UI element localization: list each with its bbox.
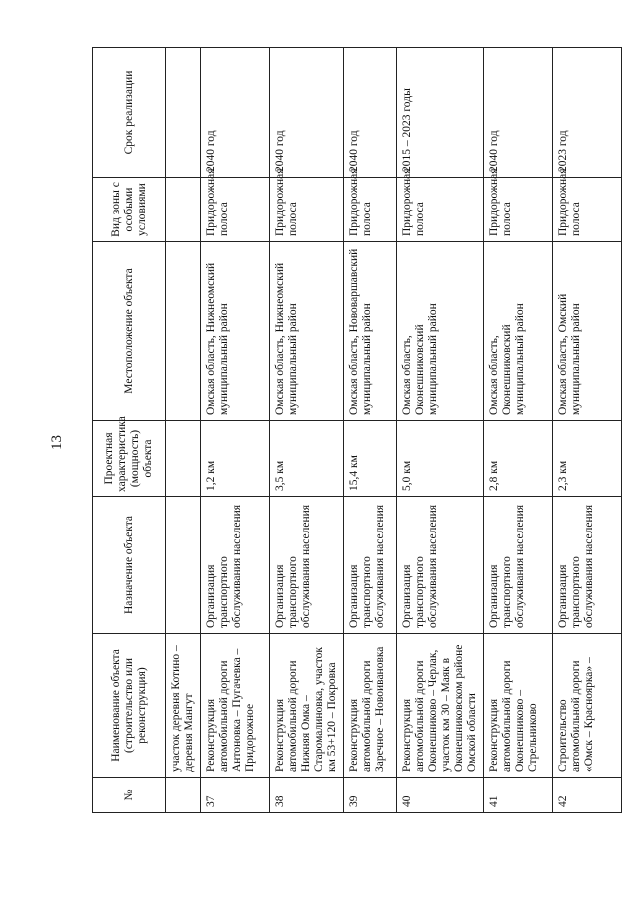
cell-capacity: 2,3 км [553, 421, 622, 497]
cell-purpose: Организация транспортного обслуживания населения [270, 497, 344, 634]
cell-num: 37 [201, 778, 270, 813]
cell-term: 2015 – 2023 годы [397, 48, 484, 178]
cell-zone: Придорожная полоса [397, 178, 484, 242]
cell-term: 2040 год [270, 48, 344, 178]
cell-name: Реконструкция автомобильной дороги Оконешниково – Черлак, участок км 30 – Маяк в Оконешниковском районе Омской области [397, 634, 484, 778]
cell-location: Омская область, Омский муниципальный район [553, 242, 622, 421]
cell-zone: Придорожная полоса [344, 178, 397, 242]
table-row [397, 48, 484, 813]
cell-name: Реконструкция автомобильной дороги Нижняя Омка – Старомалиновка, участок км 53+120 – Покровка [270, 634, 344, 778]
cell-zone: Придорожная полоса [553, 178, 622, 242]
cell-purpose [166, 497, 201, 634]
cell-zone: Придорожная полоса [270, 178, 344, 242]
cell-purpose: Организация транспортного обслуживания населения [553, 497, 622, 634]
cell-location: Омская область, Оконешниковский муниципальный район [484, 242, 553, 421]
cell-num: 40 [397, 778, 484, 813]
cell-term [166, 48, 201, 178]
cell-location: Омская область, Нововаршавский муниципальный район [344, 242, 397, 421]
cell-purpose: Организация транспортного обслуживания населения [484, 497, 553, 634]
cell-location: Омская область, Оконешниковский муниципальный район [397, 242, 484, 421]
cell-name: Реконструкция автомобильной дороги Оконешниково – Стрельниково [484, 634, 553, 778]
cell-term: 2023 год [553, 48, 622, 178]
cell-capacity: 3,5 км [270, 421, 344, 497]
rotated-table-container [92, 48, 595, 813]
header-name: Наименование объекта (строительство или реконструкция) [93, 634, 166, 778]
cell-zone [166, 178, 201, 242]
cell-capacity: 1,2 км [201, 421, 270, 497]
cell-name: участок деревня Котино – деревня Мангут [166, 634, 201, 778]
header-zone: Вид зоны с особыми условиями [93, 178, 166, 242]
cell-purpose: Организация транспортного обслуживания населения [344, 497, 397, 634]
cell-capacity: 15,4 км [344, 421, 397, 497]
header-location: Местоположение объекта [93, 242, 166, 421]
cell-num: 41 [484, 778, 553, 813]
page-number-text: 13 [48, 434, 65, 450]
cell-term: 2040 год [344, 48, 397, 178]
cell-purpose: Организация транспортного обслуживания населения [397, 497, 484, 634]
cell-location: Омская область, Нижнеомский муниципальный район [201, 242, 270, 421]
table-row [166, 48, 201, 813]
header-purpose: Назначение объекта [93, 497, 166, 634]
cell-num: 39 [344, 778, 397, 813]
cell-zone: Придорожная полоса [201, 178, 270, 242]
table-row [270, 48, 344, 813]
page-number [45, 422, 69, 462]
header-num: № [93, 778, 166, 813]
objects-table [92, 47, 622, 813]
header-capacity: Проектная характеристика (мощность) объекта [93, 421, 166, 497]
cell-name: Реконструкция автомобильной дороги Антоновка – Пугачевка – Придорожное [201, 634, 270, 778]
cell-num: 38 [270, 778, 344, 813]
table-row [344, 48, 397, 813]
header-term: Срок реализации [93, 48, 166, 178]
cell-capacity: 2,8 км [484, 421, 553, 497]
cell-name: Реконструкция автомобильной дороги Заречное – Новоивановка [344, 634, 397, 778]
table-row [484, 48, 553, 813]
table-row [553, 48, 622, 813]
cell-zone: Придорожная полоса [484, 178, 553, 242]
cell-capacity: 5,0 км [397, 421, 484, 497]
cell-location: Омская область, Нижнеомский муниципальный район [270, 242, 344, 421]
cell-num [166, 778, 201, 813]
cell-purpose: Организация транспортного обслуживания населения [201, 497, 270, 634]
cell-capacity [166, 421, 201, 497]
cell-num: 42 [553, 778, 622, 813]
table-row [201, 48, 270, 813]
cell-name: Строительство автомобильной дороги «Омск – Красноярка» – [553, 634, 622, 778]
cell-term: 2040 год [484, 48, 553, 178]
table-header-row [93, 48, 166, 813]
cell-location [166, 242, 201, 421]
cell-term: 2040 год [201, 48, 270, 178]
